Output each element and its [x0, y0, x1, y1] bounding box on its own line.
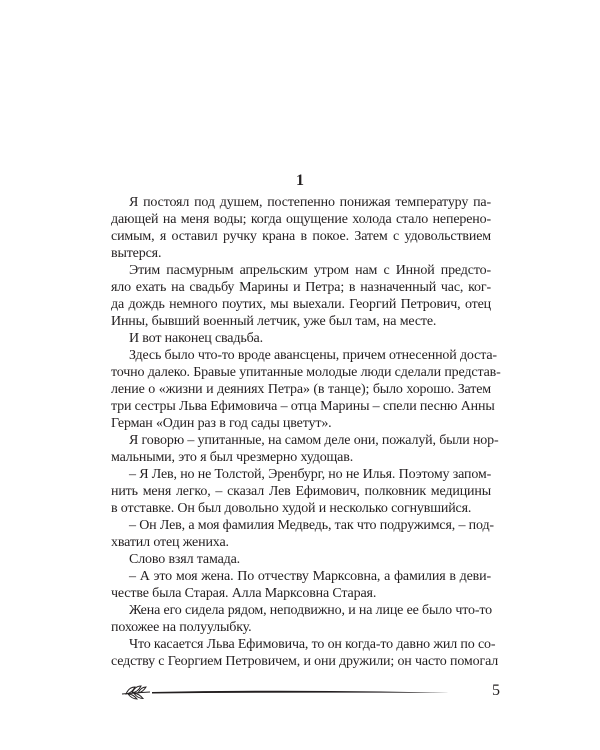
text-line: – А это моя жена. По отчеству Марксовна, а фамилия в деви- — [129, 569, 491, 584]
text-line: похожее на полуулыбку. — [111, 620, 252, 635]
text-line: Я говорю – упитанные, на самом деле они, пожалуй, были нор- — [129, 433, 499, 448]
page-number: 5 — [492, 682, 500, 699]
text-line: Что касается Льва Ефимовича, то он когда-то давно жил по со- — [129, 637, 496, 652]
divider-line — [152, 691, 450, 694]
text-line: симым, я оставил ручку крана в покое. Затем с удовольствием — [111, 229, 491, 244]
text-line: хватил отец жениха. — [111, 535, 229, 550]
text-line: Я постоял под душем, постепенно понижая температуру па- — [129, 195, 491, 210]
text-line: И вот наконец свадьба. — [129, 331, 263, 346]
text-line: честве была Старая. Алла Марксовна Старая. — [111, 586, 377, 601]
text-line: Инны, бывший военный летчик, уже был там, на месте. — [111, 314, 437, 329]
text-line: в отставке. Он был довольно худой и несколько согнувшийся. — [111, 501, 472, 516]
text-line: Герман «Один раз в год сады цветут». — [111, 416, 332, 431]
text-line: да дождь немного поутих, мы выехали. Георгий Петрович, отец — [111, 297, 491, 312]
leaf-branch-icon — [122, 686, 150, 699]
text-line: дающей на меня воды; когда ощущение холода стало неперено- — [111, 212, 491, 227]
text-line: Этим пасмурным апрельским утром нам с Инной предсто- — [129, 263, 491, 278]
text-line: Здесь было что-то вроде авансцены, причем отнесенной доста- — [129, 348, 497, 363]
chapter-number: 1 — [296, 172, 304, 189]
text-line: мальными, это я был чрезмерно худощав. — [111, 450, 354, 465]
text-line: седству с Георгием Петровичем, и они дружили; он часто помогал — [111, 654, 499, 669]
text-line: Жена его сидела рядом, неподвижно, и на лице ее было что-то — [129, 603, 492, 618]
text-line: – Он Лев, а моя фамилия Медведь, так что подружимся, – под- — [129, 518, 494, 533]
leaf-ornament-rule — [120, 684, 460, 700]
text-line: – Я Лев, но не Толстой, Эренбург, но не Илья. Поэтому запом- — [129, 467, 492, 482]
text-line: ление о «жизни и деяниях Петра» (в танце); было хорошо. Затем — [111, 382, 491, 397]
text-line: вытерся. — [111, 246, 162, 261]
text-line: три сестры Льва Ефимовича – отца Марины – спели песню Анны — [111, 399, 495, 414]
text-line: яло ехать на свадьбу Марины и Петра; в назначенный час, ког- — [111, 280, 491, 295]
body-text — [111, 194, 501, 670]
text-line: Слово взял тамада. — [129, 552, 241, 567]
text-line: нить меня легко, – сказал Лев Ефимович, полковник медицины — [111, 484, 491, 499]
text-line: точно далеко. Бравые упитанные молодые люди сделали представ- — [111, 365, 501, 380]
